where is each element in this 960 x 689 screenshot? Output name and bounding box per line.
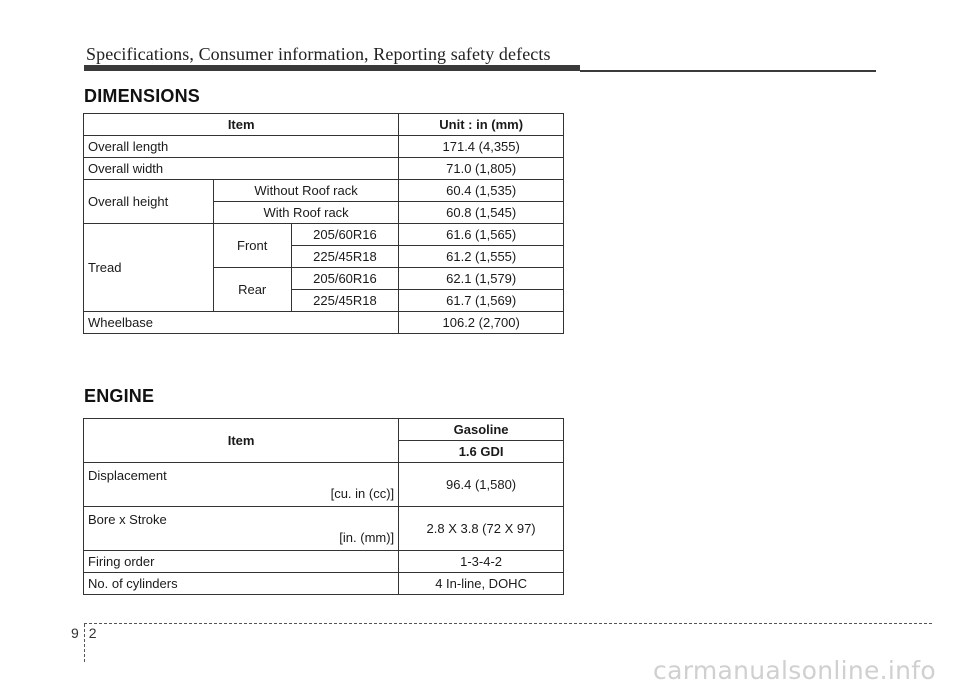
rear-tire-2: 225/45R18 [291, 290, 399, 312]
table-header-row [84, 419, 564, 441]
page-header-title: Specifications, Consumer information, Reporting safety defects [86, 44, 551, 64]
rear-value-1: 62.1 (1,579) [399, 268, 564, 290]
col-header-unit: Unit : in (mm) [399, 114, 564, 136]
front-tire-1: 205/60R16 [291, 224, 399, 246]
page-number: 92 [71, 625, 107, 641]
cylinders-value: 4 In-line, DOHC [399, 573, 564, 595]
overall-width-value: 71.0 (1,805) [399, 158, 564, 180]
bore-stroke-value: 2.8 X 3.8 (72 X 97) [399, 507, 564, 551]
displacement-unit: [cu. in (cc)] [330, 486, 395, 501]
without-roof-rack-label: Without Roof rack [213, 180, 399, 202]
table-row [84, 463, 564, 507]
table-row [84, 136, 564, 158]
table-row [84, 224, 564, 246]
firing-order-value: 1-3-4-2 [399, 551, 564, 573]
table-row [84, 180, 564, 202]
bore-stroke-cell [84, 507, 399, 551]
table-row [84, 551, 564, 573]
engine-section-title: ENGINE [84, 386, 155, 406]
table-row [84, 507, 564, 551]
col-header-item: Item [84, 114, 399, 136]
bore-stroke-unit: [in. (mm)] [339, 530, 395, 545]
with-roof-rack-label: With Roof rack [213, 202, 399, 224]
displacement-cell [84, 463, 399, 507]
rear-value-2: 61.7 (1,569) [399, 290, 564, 312]
col-header-engine: 1.6 GDI [399, 441, 564, 463]
wheelbase-label: Wheelbase [84, 312, 399, 334]
dimensions-table [83, 113, 564, 334]
header-rule-thin [580, 70, 876, 72]
without-roof-rack-value: 60.4 (1,535) [399, 180, 564, 202]
overall-length-label: Overall length [84, 136, 399, 158]
with-roof-rack-value: 60.8 (1,545) [399, 202, 564, 224]
tread-label: Tread [84, 224, 214, 312]
rear-tire-1: 205/60R16 [291, 268, 399, 290]
col-header-gasoline: Gasoline [399, 419, 564, 441]
cylinders-label: No. of cylinders [84, 573, 399, 595]
col-header-item: Item [84, 419, 399, 463]
table-row [84, 312, 564, 334]
table-row [84, 158, 564, 180]
watermark-text: carmanualsonline.info [653, 656, 936, 685]
dimensions-section-title: DIMENSIONS [84, 86, 201, 106]
firing-order-label: Firing order [84, 551, 399, 573]
overall-height-label: Overall height [84, 180, 214, 224]
front-value-1: 61.6 (1,565) [399, 224, 564, 246]
displacement-label: Displacement [88, 468, 167, 483]
header-rule-thick [84, 65, 580, 71]
displacement-value: 96.4 (1,580) [399, 463, 564, 507]
overall-width-label: Overall width [84, 158, 399, 180]
front-tire-2: 225/45R18 [291, 246, 399, 268]
front-value-2: 61.2 (1,555) [399, 246, 564, 268]
table-header-row [84, 114, 564, 136]
engine-table [83, 418, 564, 595]
tread-front-label: Front [213, 224, 291, 268]
wheelbase-value: 106.2 (2,700) [399, 312, 564, 334]
tread-rear-label: Rear [213, 268, 291, 312]
overall-length-value: 171.4 (4,355) [399, 136, 564, 158]
bore-stroke-label: Bore x Stroke [88, 512, 167, 527]
table-row [84, 573, 564, 595]
footer-dashed-rule [84, 623, 932, 624]
